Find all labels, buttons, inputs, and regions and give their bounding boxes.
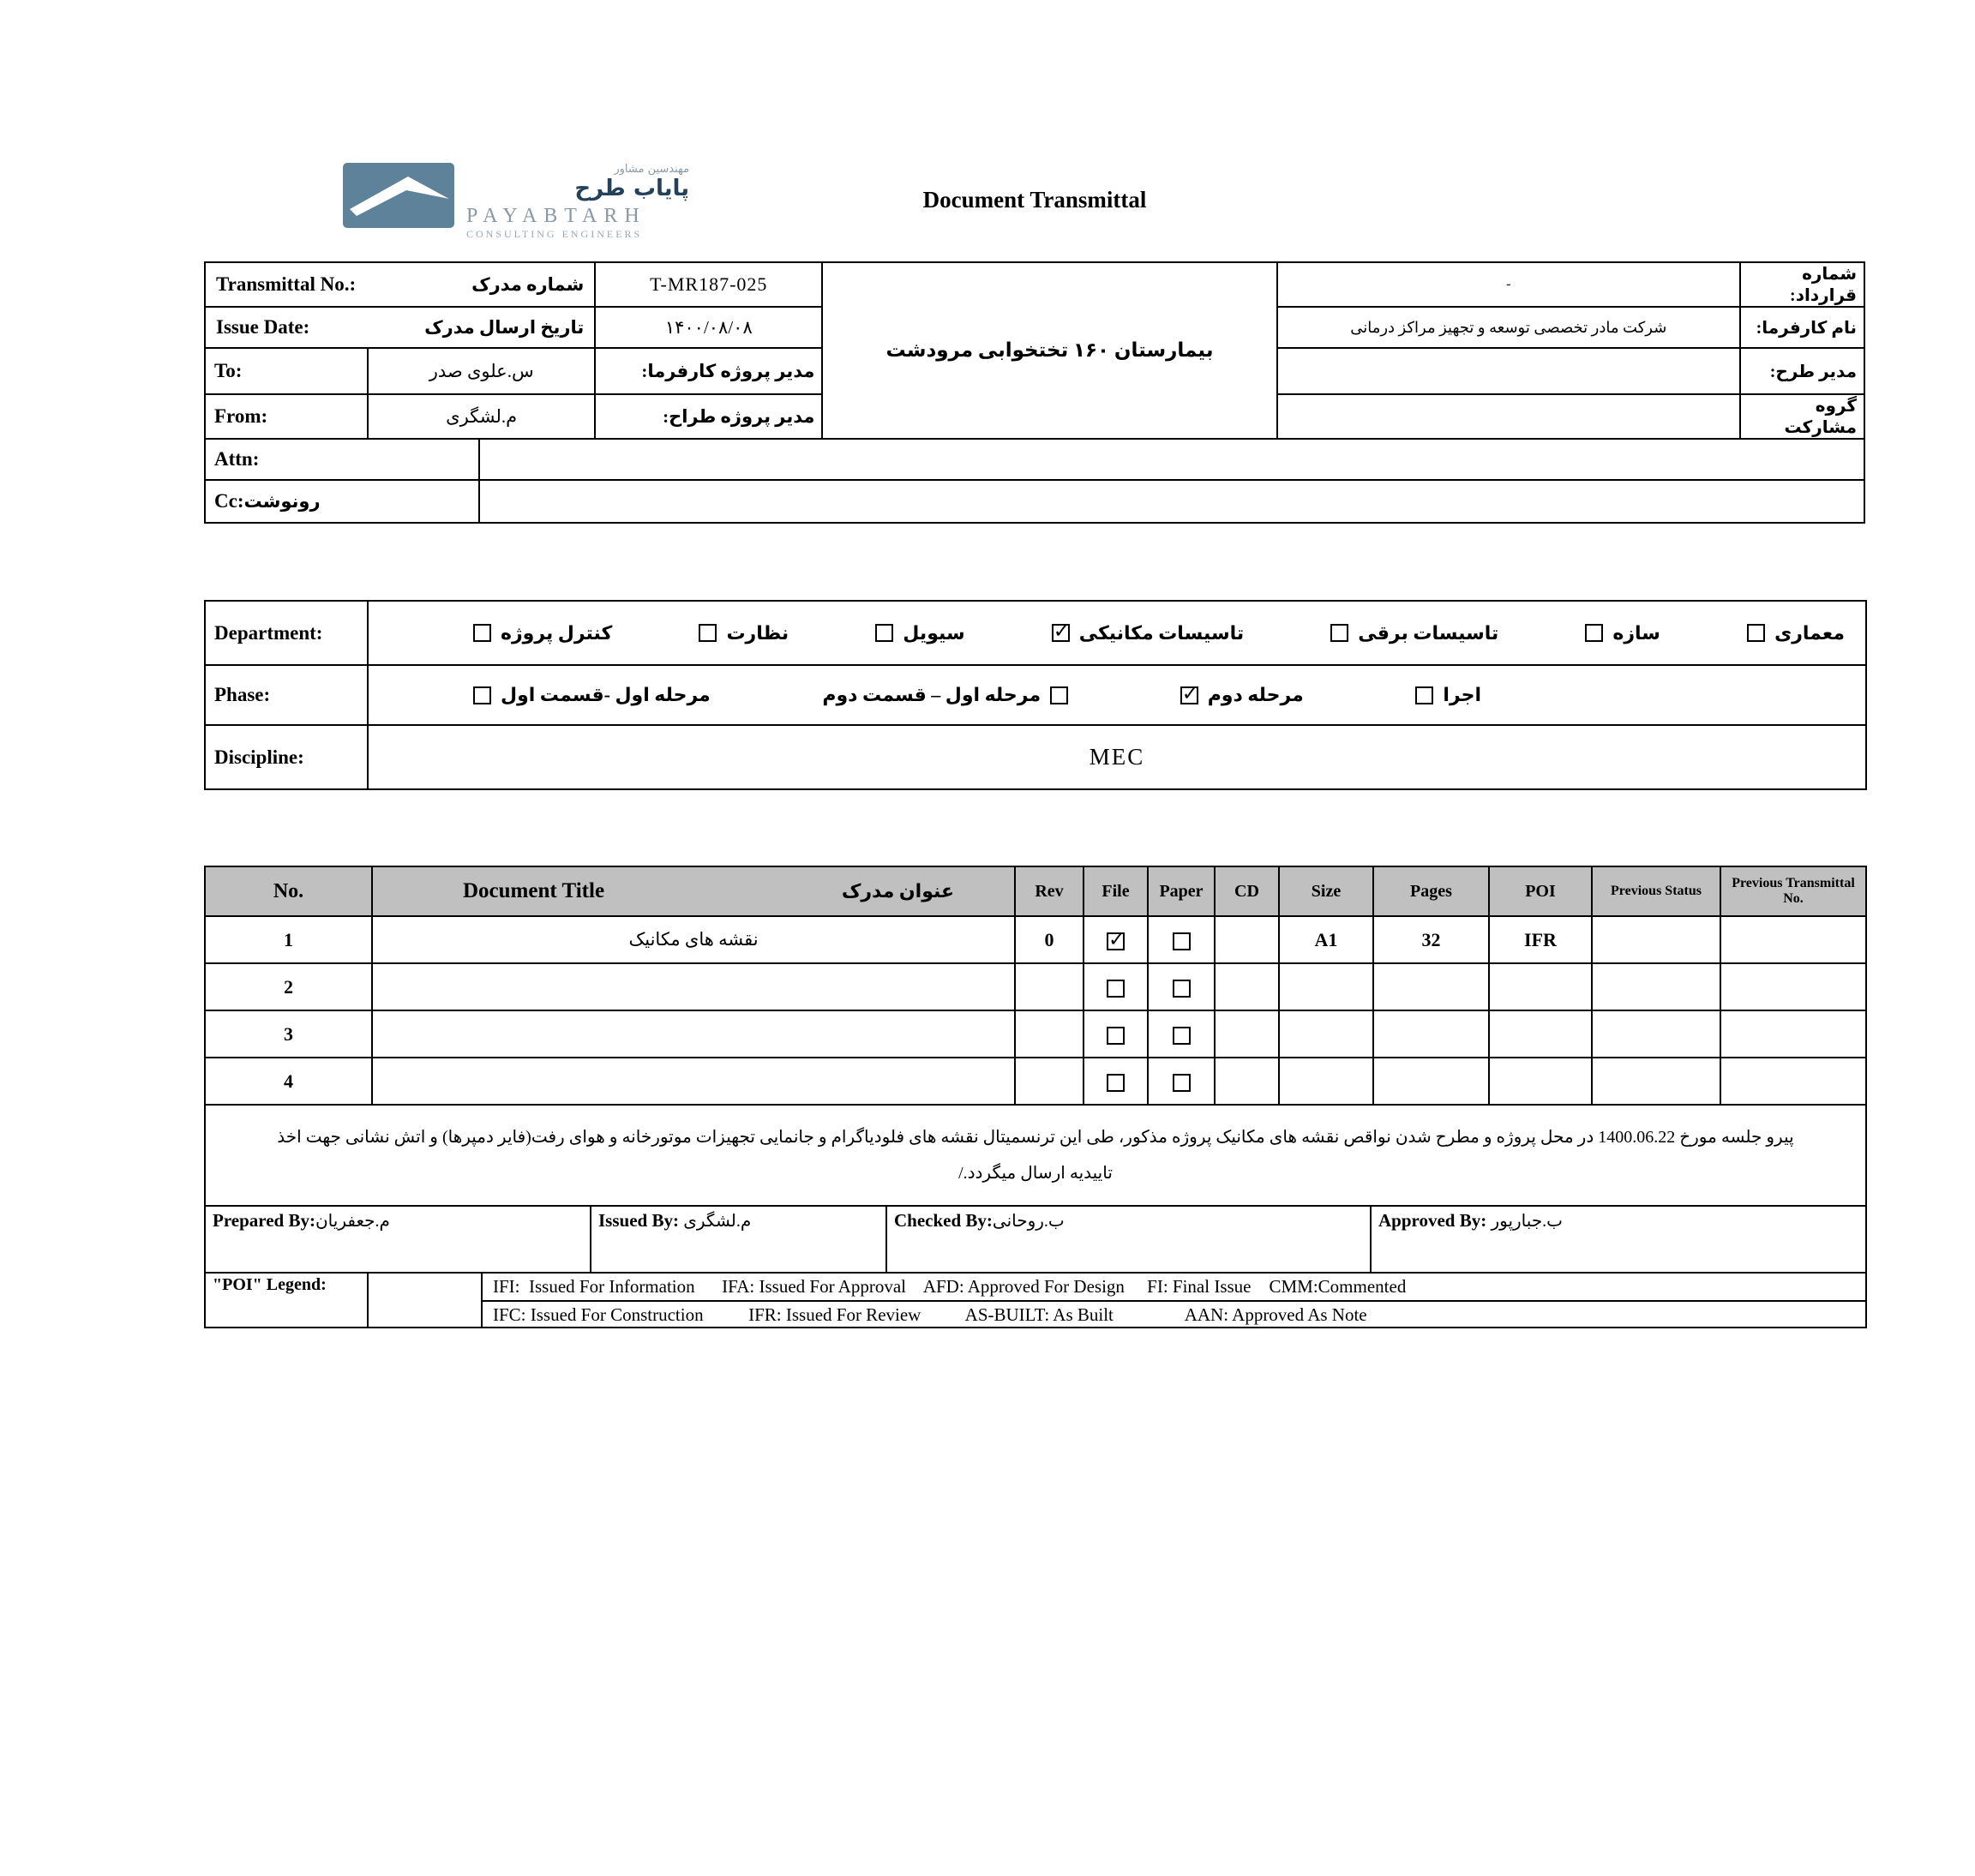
phase-options-cell — [368, 665, 1866, 725]
phase-option-label: مرحله اول -قسمت اول — [501, 684, 711, 705]
department-option-label: کنترل پروژه — [501, 621, 613, 644]
doc-prev-transmittal — [1720, 1010, 1866, 1058]
doc-prev-transmittal — [1720, 916, 1866, 963]
department-label: Department: — [205, 601, 368, 665]
col-header-title-en: Document Title — [463, 879, 605, 902]
logo-farsi-tagline: مهندسین مشاور — [614, 163, 689, 176]
phase-option-label: مرحله اول – قسمت دوم — [822, 684, 1042, 705]
department-option-label: معماری — [1774, 621, 1845, 644]
doc-title: نقشه های مکانیک — [372, 916, 1015, 963]
attn-value — [479, 439, 1864, 480]
col-header-prev-transmittal: Previous Transmittal No. — [1720, 866, 1866, 916]
to-label: To: — [205, 348, 368, 394]
doc-poi: IFR — [1489, 916, 1592, 963]
doc-size — [1279, 963, 1373, 1010]
paper-checkbox — [1173, 980, 1191, 998]
issue-date-value: ۱۴۰۰/۰۸/۰۸ — [595, 307, 822, 348]
transmittal-note: پیرو جلسه مورخ 1400.06.22 در محل پروژه و مطرح شدن نواقص نقشه های مکانیک پروژه مذکور، طی این ترنسمیتال نقشه های فلودیاگرام و جانمایی تجهیزات موتورخانه و هوای رفت(فایر دمپرها) و اتش نشانی جهت اخذ تاییدیه ارسال میگردد./ — [277, 1128, 1794, 1183]
doc-file-cell — [1084, 1058, 1148, 1105]
doc-cd-cell — [1215, 1010, 1279, 1058]
checked-by — [887, 1207, 1372, 1272]
col-header-paper: Paper — [1148, 866, 1215, 916]
doc-pages: 32 — [1373, 916, 1489, 963]
logo-english-name: PAYABTARH — [466, 205, 646, 227]
col-header-file: File — [1084, 866, 1148, 916]
file-checkbox — [1107, 932, 1125, 950]
department-checkbox — [1052, 624, 1070, 642]
department-option-label: تاسیسات مکانیکی — [1078, 621, 1245, 644]
poi-legend-line1: IFI: Issued For Information IFA: Issued For Approval AFD: Approved For Design FI: Final Issue CMM:Commented — [493, 1276, 1407, 1297]
approved-by-value: ب.جبارپور — [1491, 1212, 1564, 1231]
document-table-header — [205, 866, 1866, 916]
issued-by-value: م.لشگری — [683, 1212, 752, 1231]
partnership-value — [1277, 394, 1740, 439]
department-checkbox — [473, 624, 491, 642]
department-option — [1747, 622, 1845, 644]
paper-checkbox — [1173, 932, 1191, 950]
doc-paper-cell — [1148, 963, 1215, 1010]
poi-legend-line2: IFC: Issued For Construction IFR: Issued For Review AS-BUILT: As Built AAN: Approved As Note — [483, 1300, 1865, 1327]
client-name-value: شرکت مادر تخصصی توسعه و تجهیز مراکز درمانی — [1277, 307, 1740, 348]
doc-poi — [1489, 1010, 1592, 1058]
phase-checkbox — [1415, 686, 1433, 704]
transmittal-no-label-cell — [205, 262, 595, 307]
legend-row — [205, 1273, 1866, 1328]
paper-checkbox — [1173, 1074, 1191, 1092]
doc-size: A1 — [1279, 916, 1373, 963]
department-option-label: سیویل — [903, 621, 965, 644]
checked-by-label: Checked By: — [894, 1210, 993, 1231]
doc-cd-cell — [1215, 963, 1279, 1010]
department-option — [1330, 622, 1498, 644]
department-checkbox — [1747, 624, 1765, 642]
doc-prev-transmittal — [1720, 1058, 1866, 1105]
page-title: Document Transmittal — [922, 187, 1147, 213]
client-pm-label: مدیر پروژه کارفرما: — [595, 348, 822, 394]
doc-file-cell — [1084, 916, 1148, 963]
cc-value — [479, 480, 1864, 523]
classification-table — [204, 600, 1867, 790]
phase-option — [822, 684, 1068, 706]
poi-legend-label: "POI" Legend: — [206, 1274, 369, 1327]
issued-by-label: Issued By: — [598, 1210, 684, 1231]
col-header-title-fa: عنوان مدرک — [841, 880, 954, 902]
department-checkbox — [1330, 624, 1348, 642]
contract-no-label: شماره قرارداد: — [1740, 262, 1864, 307]
project-name: بیمارستان ۱۶۰ تختخوابی مرودشت — [822, 262, 1276, 439]
phase-option-label: مرحله دوم — [1207, 684, 1304, 705]
attn-label: Attn: — [205, 439, 479, 480]
plan-manager-label: مدیر طرح: — [1740, 348, 1864, 394]
doc-file-cell — [1084, 963, 1148, 1010]
table-row — [205, 963, 1866, 1010]
col-header-size: Size — [1279, 866, 1373, 916]
doc-size — [1279, 1010, 1373, 1058]
prepared-by-value: م.جعفریان — [315, 1212, 390, 1231]
approved-by — [1372, 1207, 1865, 1272]
logo-farsi-name: پایاب طرح — [574, 176, 689, 201]
doc-file-cell — [1084, 1010, 1148, 1058]
document-list-table — [204, 866, 1867, 1328]
issue-date-label-en: Issue Date: — [216, 316, 310, 338]
doc-prev-status — [1592, 1058, 1720, 1105]
department-option — [1585, 622, 1660, 644]
doc-no: 3 — [205, 1010, 372, 1058]
doc-prev-status — [1592, 963, 1720, 1010]
paper-checkbox — [1173, 1027, 1191, 1045]
from-value: م.لشگری — [368, 394, 595, 439]
cc-label-fa: رونوشت — [243, 491, 321, 512]
doc-title — [372, 1058, 1015, 1105]
department-checkbox — [699, 624, 717, 642]
col-header-pages: Pages — [1373, 866, 1489, 916]
from-label: From: — [205, 394, 368, 439]
department-option-label: نظارت — [726, 621, 789, 644]
doc-no: 4 — [205, 1058, 372, 1105]
approved-by-label: Approved By: — [1378, 1210, 1492, 1231]
table-row — [205, 1058, 1866, 1105]
doc-no: 2 — [205, 963, 372, 1010]
partnership-label: گروه مشارکت — [1740, 394, 1864, 439]
department-option-label: تاسیسات برقی — [1358, 621, 1499, 644]
doc-rev: 0 — [1015, 916, 1084, 963]
department-option — [473, 622, 612, 644]
table-row — [205, 916, 1866, 963]
col-header-prev-status: Previous Status — [1592, 866, 1720, 916]
note-cell — [205, 1105, 1866, 1206]
doc-prev-status — [1592, 1010, 1720, 1058]
table-row — [205, 1010, 1866, 1058]
doc-no: 1 — [205, 916, 372, 963]
checked-by-value: ب.روحانی — [992, 1212, 1065, 1231]
file-checkbox — [1107, 980, 1125, 998]
client-name-label: نام کارفرما: — [1740, 307, 1864, 348]
doc-pages — [1373, 1010, 1489, 1058]
logo-english-subtitle: CONSULTING ENGINEERS — [466, 228, 643, 240]
doc-title — [372, 963, 1015, 1010]
legend-spacer — [369, 1274, 483, 1327]
department-option — [875, 622, 964, 644]
cc-label-cell — [205, 480, 479, 523]
file-checkbox — [1107, 1074, 1125, 1092]
plan-manager-value — [1277, 348, 1740, 394]
phase-option — [1180, 684, 1304, 706]
department-option — [1052, 622, 1244, 644]
issued-by — [591, 1207, 887, 1272]
doc-pages — [1373, 963, 1489, 1010]
col-header-title — [372, 866, 1015, 916]
doc-cd-cell — [1215, 1058, 1279, 1105]
file-checkbox — [1107, 1027, 1125, 1045]
doc-cd-cell — [1215, 916, 1279, 963]
phase-option — [1415, 684, 1481, 706]
department-option-label: سازه — [1612, 621, 1660, 644]
issue-date-label-fa: تاریخ ارسال مدرک — [424, 316, 585, 338]
issue-date-label-cell — [205, 307, 595, 348]
phase-checkbox — [1050, 686, 1068, 704]
doc-title — [372, 1010, 1015, 1058]
note-row — [205, 1105, 1866, 1206]
col-header-no: No. — [205, 866, 372, 916]
contract-no-value: - — [1277, 262, 1740, 307]
cc-label-en: Cc: — [214, 490, 244, 512]
department-checkbox — [875, 624, 893, 642]
transmittal-no-label-fa: شماره مدرک — [471, 273, 585, 295]
signatures-cell — [205, 1206, 1866, 1273]
discipline-value: MEC — [368, 725, 1866, 789]
doc-size — [1279, 1058, 1373, 1105]
doc-paper-cell — [1148, 1010, 1215, 1058]
phase-option-label: اجرا — [1443, 684, 1481, 705]
doc-pages — [1373, 1058, 1489, 1105]
transmittal-no-value: T-MR187-025 — [595, 262, 822, 307]
phase-checkbox — [1180, 686, 1198, 704]
doc-prev-status — [1592, 916, 1720, 963]
prepared-by — [206, 1207, 591, 1272]
prepared-by-label: Prepared By: — [213, 1210, 315, 1231]
signatures-row — [205, 1206, 1866, 1273]
department-options-cell — [368, 601, 1866, 665]
doc-rev — [1015, 1058, 1084, 1105]
department-checkbox — [1585, 624, 1603, 642]
doc-paper-cell — [1148, 916, 1215, 963]
doc-paper-cell — [1148, 1058, 1215, 1105]
transmittal-info-table — [204, 261, 1865, 524]
phase-label: Phase: — [205, 665, 368, 725]
doc-poi — [1489, 1058, 1592, 1105]
col-header-rev: Rev — [1015, 866, 1084, 916]
doc-rev — [1015, 963, 1084, 1010]
doc-prev-transmittal — [1720, 963, 1866, 1010]
design-pm-label: مدیر پروژه طراح: — [595, 394, 822, 439]
col-header-cd: CD — [1215, 866, 1279, 916]
doc-rev — [1015, 1010, 1084, 1058]
department-option — [699, 622, 789, 644]
discipline-label: Discipline: — [205, 725, 368, 789]
phase-checkbox — [473, 686, 491, 704]
doc-poi — [1489, 963, 1592, 1010]
phase-option — [473, 684, 711, 706]
transmittal-no-label-en: Transmittal No.: — [216, 273, 357, 295]
to-value: س.علوی صدر — [368, 348, 595, 394]
legend-cell — [205, 1273, 1866, 1328]
col-header-poi: POI — [1489, 866, 1592, 916]
